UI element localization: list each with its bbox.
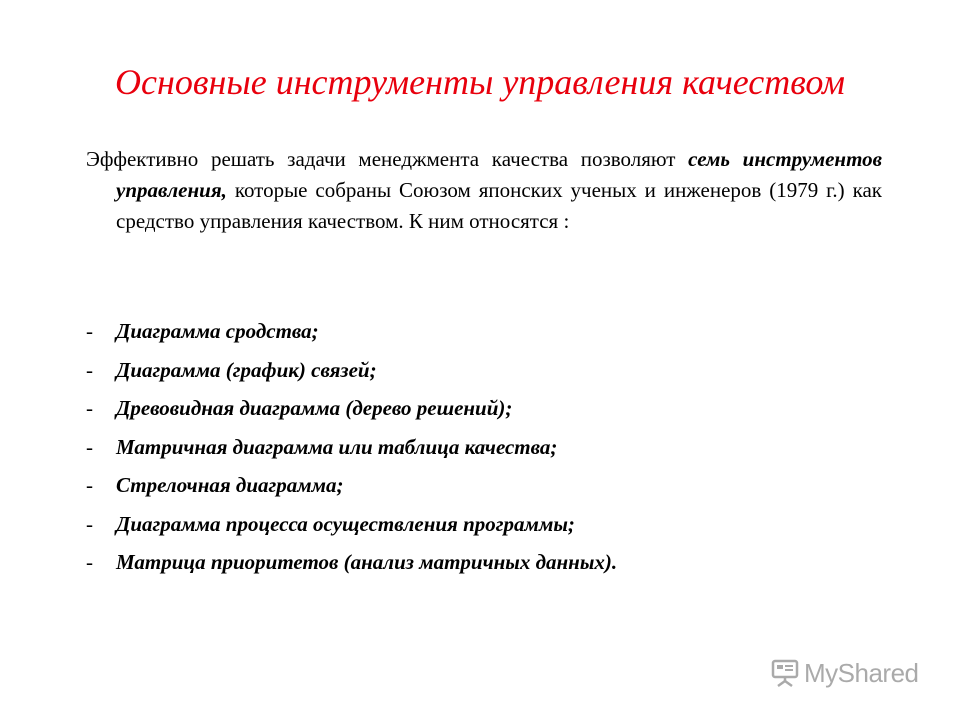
tool-label: Диаграмма (график) связей; bbox=[116, 357, 377, 382]
tool-label: Матричная диаграмма или таблица качества; bbox=[116, 434, 558, 459]
list-item bbox=[86, 428, 882, 467]
intro-text-part2: которые собраны Союзом японских ученых и инженеров (1979 г.) как средство управления качеством. К ним относятся : bbox=[116, 178, 882, 233]
list-item bbox=[86, 389, 882, 428]
intro-emphasis: семь инструментов управления, bbox=[116, 147, 883, 202]
list-item bbox=[86, 312, 882, 351]
list-dash: - bbox=[86, 473, 93, 497]
list-item bbox=[86, 351, 882, 390]
list-dash: - bbox=[86, 396, 93, 420]
tools-list bbox=[86, 312, 882, 582]
list-item bbox=[86, 466, 882, 505]
list-item bbox=[86, 505, 882, 544]
list-dash: - bbox=[86, 319, 93, 343]
tool-label: Стрелочная диаграмма; bbox=[116, 473, 344, 497]
list-dash: - bbox=[86, 357, 93, 382]
list-dash: - bbox=[86, 550, 93, 574]
intro-text-part1: Эффективно решать задачи менеджмента качества позволяют bbox=[86, 147, 689, 171]
tool-label: Матрица приоритетов (анализ матричных данных). bbox=[116, 550, 618, 574]
slide-title: Основные инструменты управления качеством bbox=[115, 62, 845, 103]
list-dash: - bbox=[86, 434, 93, 459]
tool-label: Древовидная диаграмма (дерево решений); bbox=[116, 396, 513, 420]
tool-label: Диаграмма процесса осуществления программы; bbox=[116, 511, 575, 536]
list-item bbox=[86, 543, 882, 582]
watermark-logo bbox=[770, 655, 919, 691]
list-dash: - bbox=[86, 511, 93, 536]
watermark-text: MyShared bbox=[804, 657, 919, 688]
tool-label: Диаграмма сродства; bbox=[116, 319, 319, 343]
intro-paragraph bbox=[86, 144, 882, 237]
presentation-board-icon bbox=[770, 658, 800, 688]
